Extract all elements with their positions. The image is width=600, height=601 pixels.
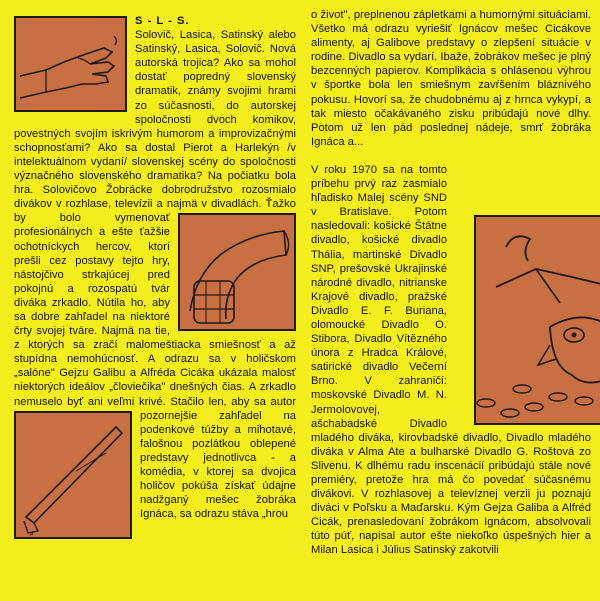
right-body-text: V roku 1970 sa na tomto príbehu prvý raz zasmialo hľadisko Malej scény SND v Bratislave. Potom nasledovali: košické Štátne divadlo, košické divadlo Thália, martinské Divadlo SNP, prešovské Ukrajinské národné divadlo, nitrianske Krajové divadlo, pražské Divadlo E. F. Buriana, olomoucké Divadlo O. Stibora, Divadlo Vítězného února z Hradca Králové, satirické divadlo Večerní Brno. V zahraničí: moskovské Divadlo M. N. Jermolovovej, ašchabadské Divadlo mladého diváka, kirovbadské divadlo, Divadlo mladého diváka v Alma Ate a bulharské Divadlo G. Roštová zo Slivenu. K dlhému radu inscenácií pribúdajú stále nové premiéry, pretože hra má čo povedať súčasnému divákovi. V rozhlasovej a televíznej verzii ju poznajú diváci v Poľsku a Maďarsku. Kým Gejza Galiba a Alfréd Cicák, prenasledovaní žobrákom Ignácom, absolvovali túto púť, napísal autor ešte niekoľko úspešných hier a Milan Lasica i Július Satinský zakotvili [311,163,591,557]
razor-illustration [14,411,132,539]
sls-heading: S - L - S. [135,15,190,27]
left-body-text: Solovič, Lasica, Satinský alebo Satinský, Lasica, Solovič. Nová autorská trojica? Ako sa mohol dostať popredný slovenský dramatik, známy svojimi hrami zo súčasnosti, do autorskej spoločnosti dvoch komikov, povestných svojím iskrivým humorom a improvizačnými schopnosťami? Ako sa dostal Pierot a Harlekýn /v intelektuálnom vydaní/ slovenskej scény do spoločnosti význačného slovenského dramatika? Na počiatku bola hra. Solovičovo Žobrácke dobrodružstvo rozosmialo divákov v rozhlase, televízii a najmä v divadlách. Ťažko by bolo vymenovať profesionálnych a ešte ťažšie ochotníckych hercov, ktorí prešli cez postavy tejto hry, nástojčivo strkajúcej pred pokojnú a rozospatú tvár diváka zrkadlo. Nútila ho, aby sa dobre zahľadel na niektoré črty svojej tváre. Najmä na tie, z ktorých sa zračí malomeštiacka smiešnosť a až stupídna nemohúcnosť. A odrazu sa v holičskom „salóne" Gejzu Galibu a Alfréda Cicáka ukázala malosť niektorých ideálov „človiečika" dnešných čias. A zrkadlo nemuselo byť ani veľmi krivé. Stačilo len, aby sa autor pozornejšie zahľadel na podenkové túžby a mihotavé, falošnou pozlátkou oblepené predstavy jednotlivca - a komédia, v ktorej sa dvojica holičov pokúša získať údajne nadžganý mešec žobráka Ignáca, sa odrazu stáva „hrou [14,28,296,521]
left-column [14,14,296,541]
bird-coins-illustration [474,215,600,425]
hand-illustration [14,16,127,112]
cornucopia-barrel-illustration [178,213,296,331]
right-paragraph-1: o život", preplnenou zápletkami a humornými situáciami. Všetko má odrazu vyriešiť Ignácov mešec Cicákove alimenty, aj Galibove predstavy o zlepšení situácie v rodine. Divadlo sa vydarí. Ibaže, žobrákov mešec je plný bezcenných papierov. Komplikácia s ohlásenou výhrou v športke bola len smiešnym zavŕšením bláznivého pokusu. Hovorí sa, že chudobnému aj z hrnca vykypí, a tak miesto očakávaného zisku pribúdajú nové dlhy. Potom už len pád poslednej nádeje, smrť žobráka Ignáca a... [311,9,591,148]
